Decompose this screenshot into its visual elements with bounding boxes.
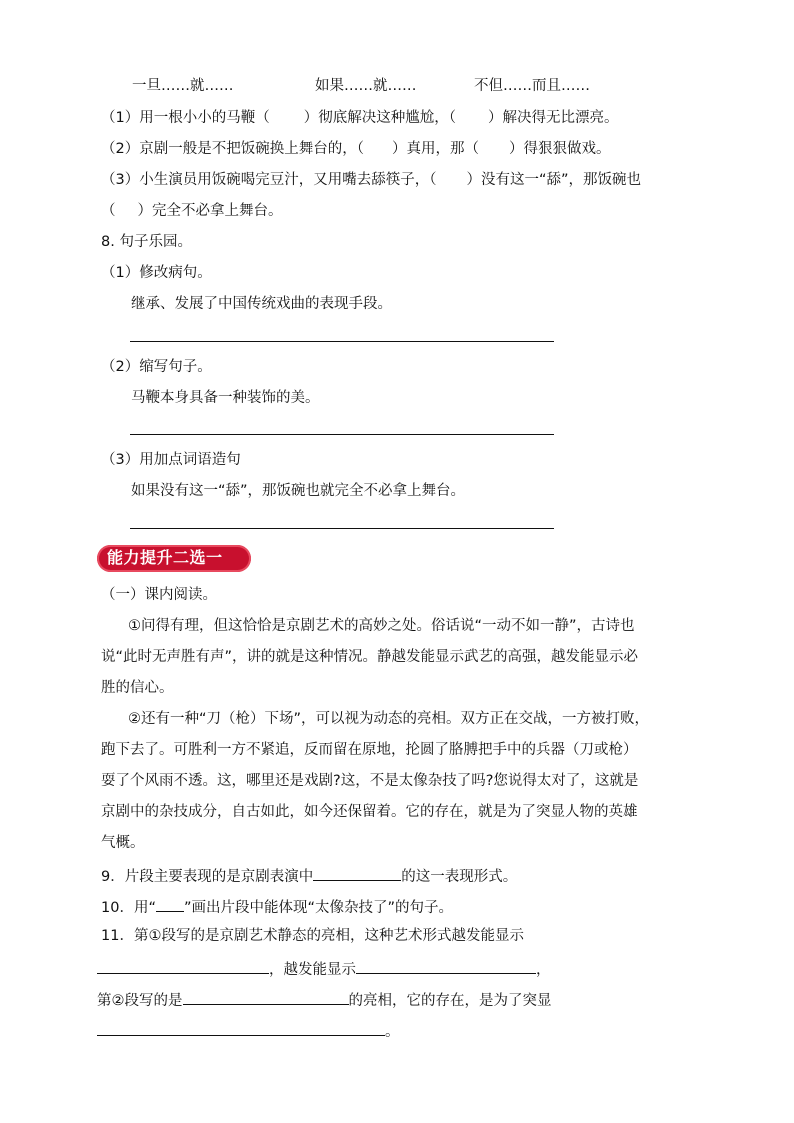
q11-line3 bbox=[97, 988, 552, 1011]
q7-s3-part-b: ）没有这一“舔”，那饭碗也 bbox=[466, 172, 642, 188]
q11-line1: 11．第①段写的是京剧艺术静态的亮相，这种艺术形式越发能显示 bbox=[101, 928, 524, 944]
q11-blank-1[interactable] bbox=[97, 957, 269, 974]
q9-part-b: 的这一表现形式。 bbox=[401, 869, 518, 885]
q8-part1-sentence: 继承、发展了中国传统戏曲的表现手段。 bbox=[131, 296, 392, 312]
q7-sentence-3 bbox=[101, 170, 641, 190]
q8-part2-label: （2）缩写句子。 bbox=[101, 359, 212, 375]
q8-part1-answer-line[interactable] bbox=[130, 341, 554, 342]
q11-blank-4[interactable] bbox=[97, 1019, 385, 1036]
reading-para2-line: ②还有一种“刀（枪）下场”，可以视为动态的亮相。双方正在交战，一方被打败， bbox=[128, 711, 650, 727]
reading-para2-line: 气概。 bbox=[101, 835, 145, 851]
reading-heading: （一）课内阅读。 bbox=[101, 587, 217, 603]
q7-s1-part-b: ）彻底解决这种尴尬，（ bbox=[303, 110, 456, 126]
section-banner bbox=[97, 545, 251, 572]
reading-para2-line: 耍了个风雨不透。这，哪里还是戏剧?这，不是太像杂技了吗?您说得太对了，这就是 bbox=[101, 773, 639, 789]
q9-part-a: 9．片段主要表现的是京剧表演中 bbox=[101, 869, 314, 885]
q7-sentence-1 bbox=[101, 108, 618, 128]
q8-part3-answer-line[interactable] bbox=[130, 528, 554, 529]
connector-option-1: 一旦……就…… bbox=[132, 78, 234, 94]
connector-option-3: 不但……而且…… bbox=[474, 78, 590, 94]
q11-line2-mid: ，越发能显示 bbox=[269, 962, 356, 978]
q8-part3-label: （3）用加点词语造句 bbox=[101, 452, 241, 468]
q10-underline-sample bbox=[156, 895, 184, 912]
q7-s1-part-a: （1）用一根小小的马鞭（ bbox=[101, 110, 270, 126]
reading-para1-line: ①问得有理，但这恰恰是京剧艺术的高妙之处。俗话说“一动不如一静”，古诗也 bbox=[128, 618, 635, 634]
q7-s2-part-a: （2）京剧一般是不把饭碗换上舞台的，（ bbox=[101, 141, 364, 157]
q11-blank-3[interactable] bbox=[183, 988, 349, 1005]
q11-blank-2[interactable] bbox=[356, 957, 536, 974]
q11-line3-part-b: 的亮相，它的存在，是为了突显 bbox=[348, 993, 552, 1009]
section-banner-label: 能力提升二选一 bbox=[107, 548, 223, 567]
q9-blank[interactable] bbox=[313, 864, 401, 881]
q7-s3b-part-b: ）完全不必拿上舞台。 bbox=[137, 203, 283, 219]
q7-s2-part-b: ）真用，那（ bbox=[391, 141, 479, 157]
q11-line4-end: 。 bbox=[385, 1024, 400, 1040]
reading-para1-line: 胜的信心。 bbox=[101, 680, 174, 696]
reading-para2-line: 京剧中的杂技成分，自古如此，如今还保留着。它的存在，就是为了突显人物的英雄 bbox=[101, 804, 638, 820]
q11-line3-part-a: 第②段写的是 bbox=[97, 993, 183, 1009]
q11-line2 bbox=[97, 957, 551, 980]
q11-line4 bbox=[97, 1019, 400, 1042]
q8-part1-label: （1）修改病句。 bbox=[101, 265, 212, 281]
q7-s3-part-a: （3）小生演员用饭碗喝完豆汁，又用嘴去舔筷子，（ bbox=[101, 172, 437, 188]
connector-option-2: 如果……就…… bbox=[315, 78, 417, 94]
q8-part2-answer-line[interactable] bbox=[130, 434, 554, 435]
reading-para2-line: 跑下去了。可胜利一方不紧追，反而留在原地，抡圆了胳膊把手中的兵器（刀或枪） bbox=[101, 742, 638, 758]
q7-s3b-part-a: （ bbox=[101, 203, 116, 219]
q7-sentence-3-cont bbox=[101, 201, 283, 221]
q10-part-b: ”画出片段中能体现“太像杂技了”的句子。 bbox=[183, 900, 454, 916]
q7-s2-part-c: ）得狠狠做戏。 bbox=[508, 141, 611, 157]
q11-line2-end: ， bbox=[536, 962, 551, 978]
q7-s1-part-c: ）解决得无比漂亮。 bbox=[487, 110, 619, 126]
q8-part3-sentence: 如果没有这一“舔”，那饭碗也就完全不必拿上舞台。 bbox=[131, 483, 466, 499]
q8-part2-sentence: 马鞭本身具备一种装饰的美。 bbox=[131, 390, 320, 406]
q10 bbox=[101, 895, 453, 918]
q7-sentence-2 bbox=[101, 139, 610, 159]
q9 bbox=[101, 864, 517, 887]
reading-para1-line: 说“此时无声胜有声”，讲的就是这种情况。静越发能显示武艺的高强，越发能显示必 bbox=[101, 649, 639, 665]
q8-title: 8. 句子乐园。 bbox=[101, 234, 192, 250]
q10-part-a: 10．用“ bbox=[101, 900, 156, 916]
